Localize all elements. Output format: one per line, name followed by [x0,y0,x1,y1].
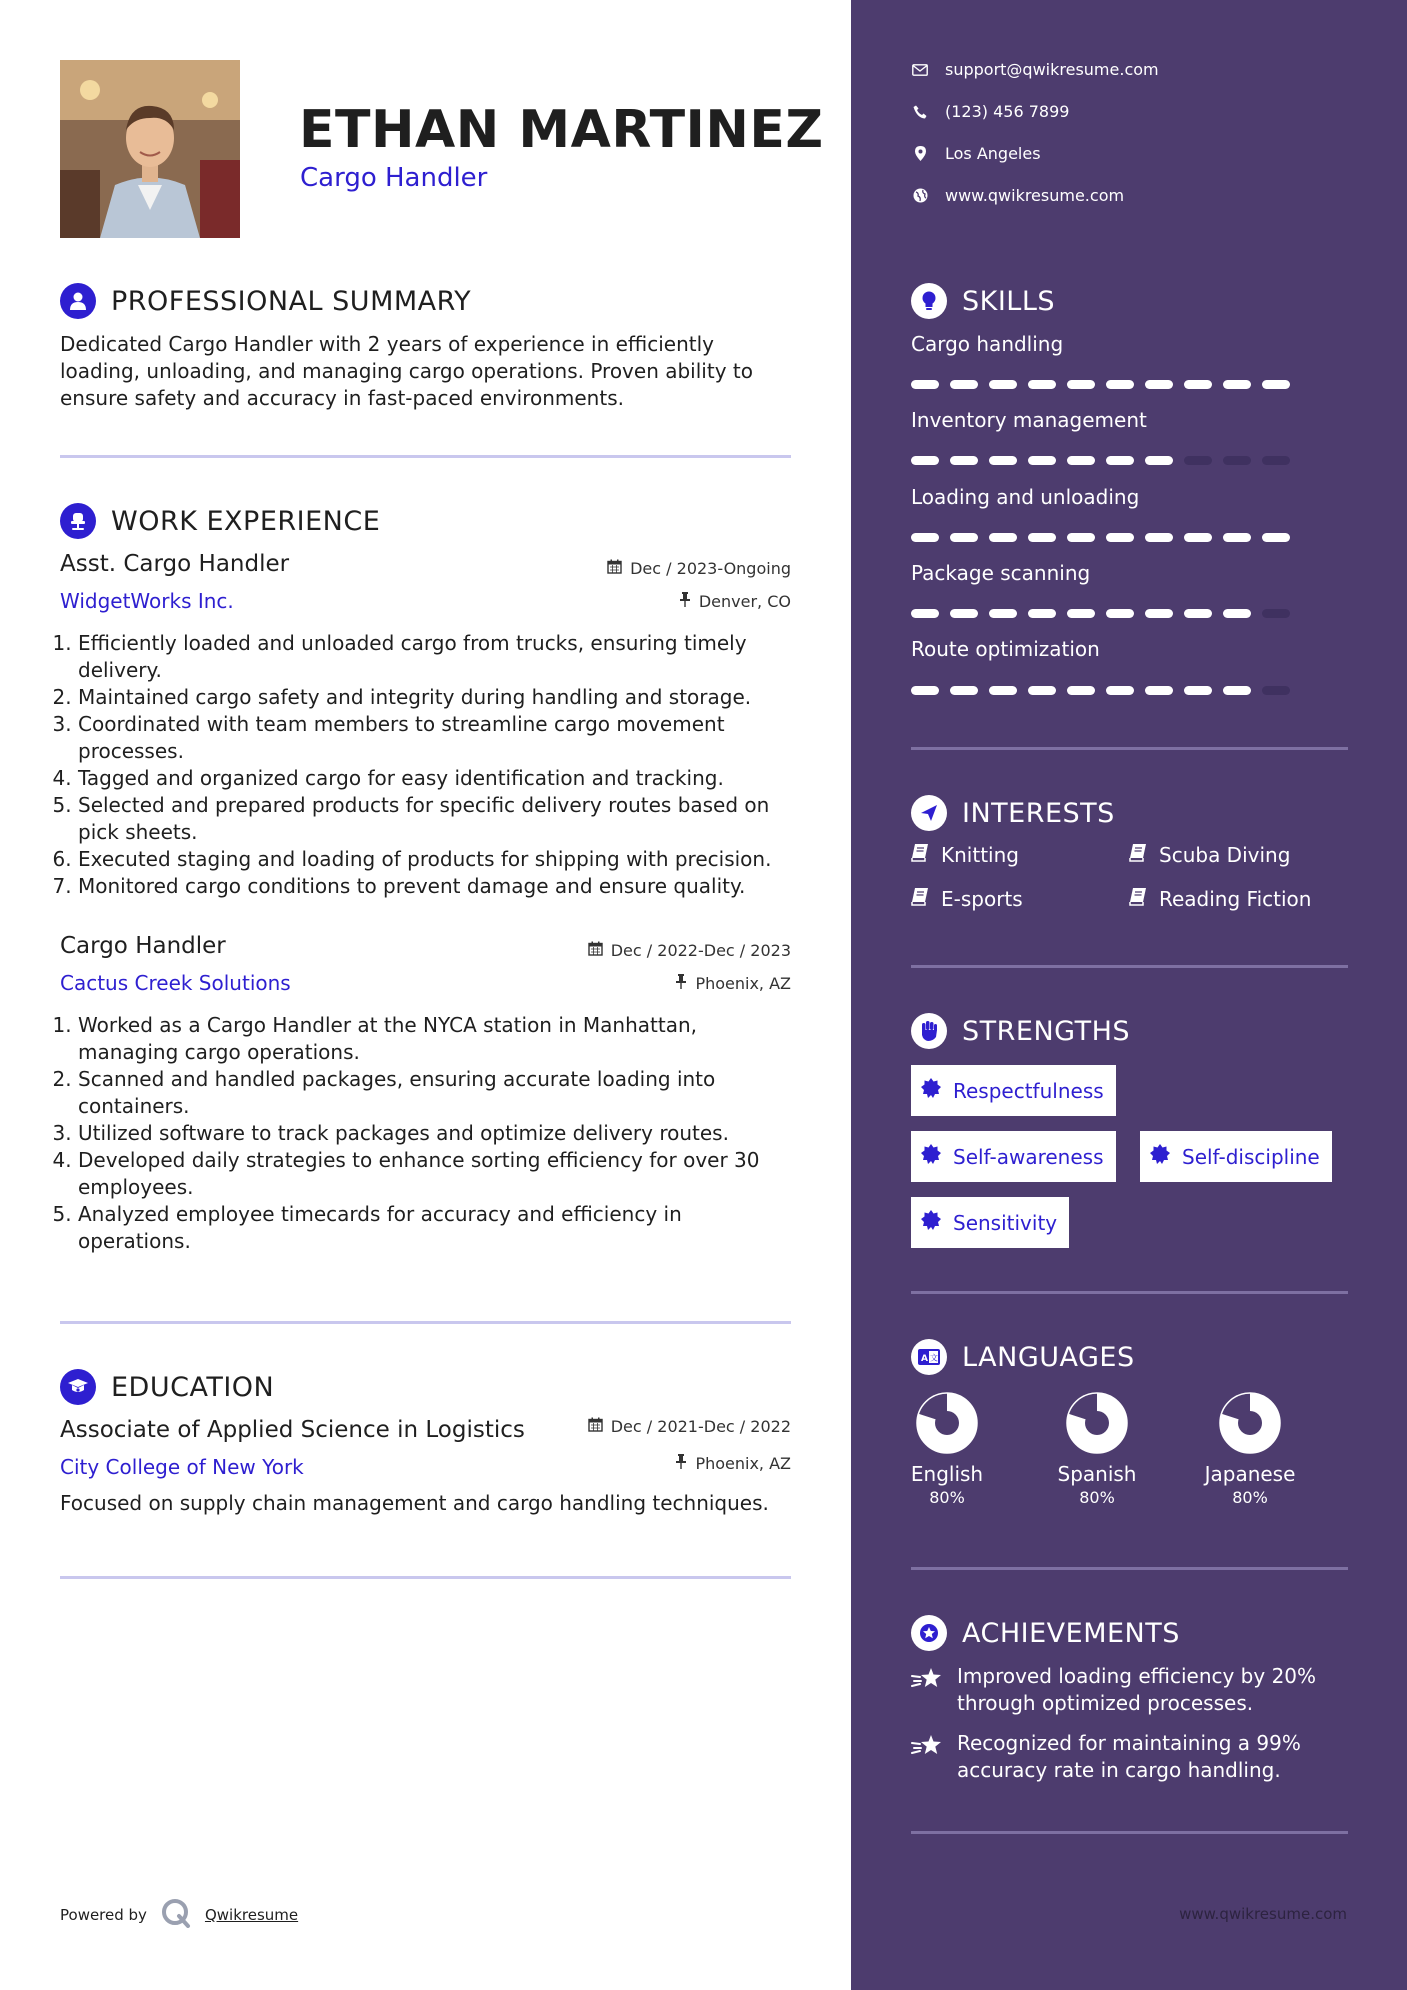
job-bullets [60,630,800,900]
job-location-text: Phoenix, AZ [695,974,791,993]
skill-segment [1262,380,1290,389]
divider [60,1576,791,1579]
language-percent: 80% [1232,1488,1268,1507]
svg-text:A: A [921,1354,928,1364]
skills-heading [911,283,1055,319]
contact-website[interactable] [911,186,1124,205]
language-donut-hole [1238,1411,1262,1435]
book-icon [911,843,929,867]
education-heading [60,1369,274,1405]
pin-icon [679,592,691,611]
skill-segment [1028,380,1056,389]
qwikresume-logo-icon [161,1898,191,1932]
contact-phone[interactable] [911,102,1069,121]
language-item [887,1390,1007,1507]
strengths-title: STRENGTHS [962,1015,1131,1047]
skill-segment [911,380,939,389]
skill-rating [911,609,1290,618]
skill-segment [1067,380,1095,389]
skill-segment [950,380,978,389]
skill-rating [911,456,1290,465]
skill-segment [1223,380,1251,389]
powered-by-label: Powered by [60,1906,147,1924]
strengths-heading [911,1013,1130,1049]
list-item: 1. Efficiently loaded and unloaded cargo from trucks, ensuring timely delivery. [78,630,800,684]
skill-segment [1028,609,1056,618]
powered-by [60,1898,298,1932]
calendar-icon [588,1417,603,1436]
skill-segment [1028,686,1056,695]
website-text: www.qwikresume.com [945,186,1125,205]
list-item: 4. Developed daily strategies to enhance sorting efficiency for over 30 employees. [78,1147,800,1201]
education-title: EDUCATION [111,1371,275,1403]
candidate-name: ETHAN MARTINEZ [299,100,824,160]
language-item [1190,1390,1310,1507]
strength-chip [1140,1131,1332,1182]
divider [60,455,791,458]
pin-icon [675,1454,687,1473]
interest-item [911,843,1019,867]
badge-icon [921,1144,941,1169]
list-item: 6. Executed staging and loading of products for shipping with precision. [78,846,800,873]
paper-plane-icon [911,795,947,831]
divider [911,1831,1348,1834]
phone-text: (123) 456 7899 [945,102,1070,121]
job-location [675,974,791,993]
strength-label: Self-discipline [1182,1144,1320,1169]
job-dates [588,941,791,960]
skill-segment [1067,686,1095,695]
shooting-star-icon [911,1733,943,1784]
user-icon [60,283,96,319]
achievements-heading [911,1615,1180,1651]
skill-label: Loading and unloading [911,485,1140,509]
shooting-star-icon [911,1666,943,1717]
graduation-cap-icon [60,1369,96,1405]
envelope-icon [911,64,929,76]
achievement-item [911,1730,1347,1784]
experience-title: WORK EXPERIENCE [111,505,381,537]
language-donut [914,1390,980,1456]
skill-segment [1262,609,1290,618]
list-item: 3. Utilized software to track packages and optimize delivery routes. [78,1120,800,1147]
job-dates-text: Dec / 2023-Ongoing [630,559,791,578]
language-donut-hole [1085,1411,1109,1435]
badge-icon [1150,1144,1170,1169]
school-name: City College of New York [60,1455,304,1479]
language-name: Japanese [1204,1462,1296,1486]
skill-segment [950,456,978,465]
education-dates [588,1417,791,1436]
email-text: support@qwikresume.com [945,60,1159,79]
divider [911,747,1348,750]
skill-segment [1223,609,1251,618]
company-name: WidgetWorks Inc. [60,589,234,613]
skill-segment [989,456,1017,465]
skill-label: Route optimization [911,637,1100,661]
degree-title: Associate of Applied Science in Logistics [60,1417,525,1443]
skill-segment [1106,380,1134,389]
divider [911,965,1348,968]
map-marker-icon [911,146,929,161]
star-badge-icon [911,1615,947,1651]
language-percent: 80% [1079,1488,1115,1507]
candidate-role: Cargo Handler [300,163,488,193]
skill-segment [1028,456,1056,465]
pin-icon [675,974,687,993]
job-bullets [60,1012,800,1255]
skill-segment [1106,686,1134,695]
skill-rating [911,686,1290,695]
skill-segment [1184,609,1212,618]
strength-label: Self-awareness [953,1144,1104,1169]
divider [911,1567,1348,1570]
education-location [675,1454,791,1473]
skill-segment [1145,686,1173,695]
list-item: 5. Analyzed employee timecards for accuracy and efficiency in operations. [78,1201,800,1255]
skill-segment [950,533,978,542]
strength-chip [911,1131,1116,1182]
skill-segment [1067,609,1095,618]
skill-segment [1262,533,1290,542]
education-location-text: Phoenix, AZ [695,1454,791,1473]
language-percent: 80% [929,1488,965,1507]
skill-segment [1106,456,1134,465]
list-item: 2. Scanned and handled packages, ensuring accurate loading into containers. [78,1066,800,1120]
strength-chip [911,1065,1116,1116]
skill-segment [1223,533,1251,542]
skill-segment [1184,533,1212,542]
skill-rating [911,380,1290,389]
skill-segment [1067,533,1095,542]
skill-segment [1145,609,1173,618]
calendar-icon [607,559,622,578]
skill-segment [989,686,1017,695]
globe-icon [911,188,929,203]
job-dates [607,559,791,578]
skill-segment [911,686,939,695]
skill-segment [1223,686,1251,695]
list-item: 4. Tagged and organized cargo for easy identification and tracking. [78,765,800,792]
skill-segment [911,609,939,618]
list-item: 1. Worked as a Cargo Handler at the NYCA station in Manhattan, managing cargo operations. [78,1012,800,1066]
skill-label: Package scanning [911,561,1091,585]
company-name: Cactus Creek Solutions [60,971,291,995]
skill-segment [1028,533,1056,542]
skills-title: SKILLS [962,285,1056,317]
skill-segment [911,456,939,465]
badge-icon [921,1210,941,1235]
strength-label: Respectfulness [953,1078,1104,1103]
qwikresume-link[interactable]: Qwikresume [204,1906,299,1924]
skill-segment [911,533,939,542]
interest-label: Reading Fiction [1159,887,1312,911]
job-title: Asst. Cargo Handler [60,551,290,577]
book-icon [911,887,929,911]
interest-label: Scuba Diving [1159,843,1291,867]
translate-icon [911,1339,947,1375]
achievement-text: Improved loading efficiency by 20% through optimized processes. [957,1664,1317,1715]
language-donut-hole [935,1411,959,1435]
skill-segment [1106,609,1134,618]
job-location [679,592,791,611]
fist-icon [911,1013,947,1049]
interest-item [911,887,1023,911]
skill-segment [1067,456,1095,465]
strength-label: Sensitivity [953,1210,1058,1235]
skill-segment [1184,456,1212,465]
job-title: Cargo Handler [60,933,226,959]
profile-photo [60,60,240,238]
footer-website[interactable]: www.qwikresume.com [1179,1905,1347,1923]
skill-segment [1223,456,1251,465]
list-item: 2. Maintained cargo safety and integrity during handling and storage. [78,684,800,711]
skill-label: Inventory management [911,408,1147,432]
skill-segment [989,533,1017,542]
skill-segment [1145,533,1173,542]
interest-item [1129,887,1311,911]
briefcase-chair-icon [60,503,96,539]
interests-heading [911,795,1115,831]
languages-heading [911,1339,1135,1375]
svg-text:文: 文 [930,1353,938,1363]
contact-email[interactable] [911,60,1159,79]
summary-title: PROFESSIONAL SUMMARY [111,285,472,317]
badge-icon [921,1078,941,1103]
skill-segment [950,686,978,695]
job-dates-text: Dec / 2022-Dec / 2023 [610,941,791,960]
list-item: 3. Coordinated with team members to streamline cargo movement processes. [78,711,800,765]
summary-text: Dedicated Cargo Handler with 2 years of experience in efficiently loading, unloading, and managing cargo operations. Proven ability to ensure safety and accuracy in fast-paced environments. [60,332,753,410]
book-icon [1129,843,1147,867]
skill-segment [1262,686,1290,695]
skill-segment [1184,686,1212,695]
language-item [1037,1390,1157,1507]
interest-label: E-sports [941,887,1023,911]
book-icon [1129,887,1147,911]
education-text: Focused on supply chain management and cargo handling techniques. [60,1491,769,1515]
summary-heading [60,283,471,319]
strength-chip [911,1197,1069,1248]
achievement-text: Recognized for maintaining a 99% accuracy rate in cargo handling. [957,1731,1301,1782]
contact-location [911,144,1041,163]
divider [911,1291,1348,1294]
language-name: English [910,1462,984,1486]
skill-segment [1145,380,1173,389]
skill-label: Cargo handling [911,332,1064,356]
skill-segment [1145,456,1173,465]
skill-rating [911,533,1290,542]
achievements-title: ACHIEVEMENTS [962,1617,1180,1649]
skill-segment [1262,456,1290,465]
skill-segment [950,609,978,618]
phone-icon [911,105,929,119]
language-donut [1064,1390,1130,1456]
interests-title: INTERESTS [962,797,1115,829]
skill-segment [989,609,1017,618]
list-item: 5. Selected and prepared products for specific delivery routes based on pick sheets. [78,792,800,846]
experience-heading [60,503,380,539]
job-location-text: Denver, CO [698,592,791,611]
interest-label: Knitting [941,843,1019,867]
education-dates-text: Dec / 2021-Dec / 2022 [610,1417,791,1436]
skill-segment [1106,533,1134,542]
achievement-item [911,1663,1347,1717]
location-text: Los Angeles [945,144,1041,163]
divider [60,1321,791,1324]
calendar-icon [588,941,603,960]
skill-segment [989,380,1017,389]
language-donut [1217,1390,1283,1456]
lightbulb-icon [911,283,947,319]
skill-segment [1184,380,1212,389]
language-name: Spanish [1057,1462,1137,1486]
list-item: 7. Monitored cargo conditions to prevent damage and ensure quality. [78,873,800,900]
languages-title: LANGUAGES [962,1341,1135,1373]
interest-item [1129,843,1290,867]
